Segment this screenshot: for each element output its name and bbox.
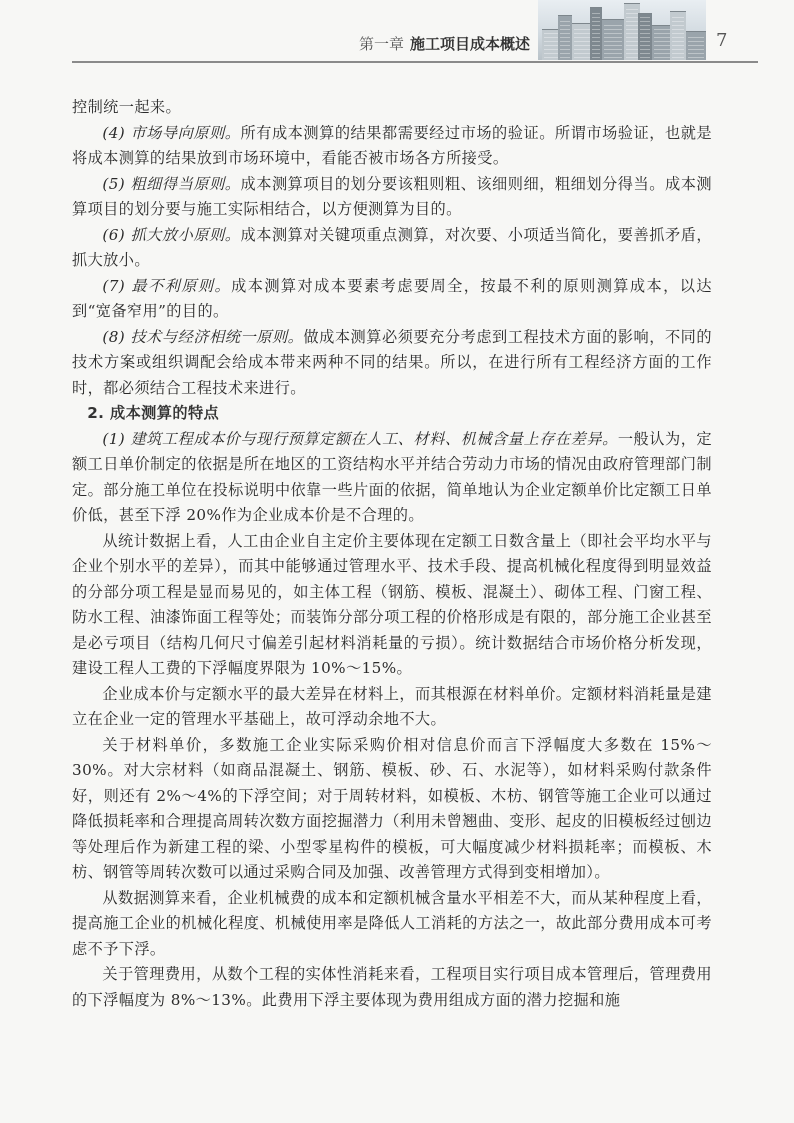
page-body [72,95,712,1013]
section-heading: 2. 成本测算的特点 [87,404,220,422]
principle-7 [72,274,712,325]
principle-4-text: 所有成本测算的结果都需要经过市场的验证。所谓市场验证，也就是将成本测算的结果放到市场环境中，看能否被市场各方所接受。 [72,123,712,167]
principle-7-lead: (7) 最不利原则。 [102,276,232,295]
principle-8 [72,325,712,402]
principle-5-text: 成本测算项目的划分要该粗则粗、该细则细，粗细划分得当。成本测算项目的划分要与施工实际相结合，以方便测算为目的。 [72,174,712,218]
principle-5-lead: (5) 粗细得当原则。 [102,174,241,193]
principle-5 [72,172,712,223]
feature-1-text: 一般认为，定额工日单价制定的依据是所在地区的工资结构水平并结合劳动力市场的情况由政府管理部门制定。部分施工单位在投标说明中依靠一些片面的依据，简单地认为企业定额单价比定额工日单价低，甚至下浮 20%作为企业成本价是不合理的。 [72,429,713,524]
principle-8-text: 做成本测算必须要充分考虑到工程技术方面的影响，不同的技术方案或组织调配会给成本带来两种不同的结果。所以，在进行所有工程经济方面的工作时，都必须结合工程技术来进行。 [72,327,712,397]
paragraph-management: 关于管理费用，从数个工程的实体性消耗来看，工程项目实行项目成本管理后，管理费用的下浮幅度为 8%～13%。此费用下浮主要体现为费用组成方面的潜力挖掘和施 [72,965,712,1009]
paragraph-material-diff: 企业成本价与定额水平的最大差异在材料上，而其根源在材料单价。定额材料消耗量是建立在企业一定的管理水平基础上，故可浮动余地不大。 [72,684,712,728]
feature-1-lead: (1) 建筑工程成本价与现行预算定额在人工、材料、机械含量上存在差异。 [102,429,618,448]
header-rule [72,61,758,63]
page-header [0,0,794,66]
principle-4 [72,121,712,172]
paragraph-labor: 从统计数据上看，人工由企业自主定价主要体现在定额工日数含量上（即社会平均水平与企业个别水平的差异），而其中能够通过管理水平、技术手段、提高机械化程度得到明显效益的分部分项工程是显而易见的，如主体工程（钢筋、模板、混凝土）、砌体工程、门窗工程、防水工程、油漆饰面工程等处；而装饰分部分项工程的价格形成是有限的，部分施工企业甚至是必亏项目（结构几何尺寸偏差引起材料消耗量的亏损）。统计数据结合市场价格分析发现，建设工程人工费的下浮幅度界限为 10%～15%。 [72,531,712,677]
chapter-title: 施工项目成本概述 [409,35,530,53]
page-number: 7 [716,30,728,51]
running-head [330,33,530,54]
principle-6 [72,223,712,274]
paragraph-material-price: 关于材料单价，多数施工企业实际采购价相对信息价而言下浮幅度大多数在 15%～30%。对大宗材料（如商品混凝土、钢筋、模板、砂、石、水泥等），如材料采购付款条件好，则还有 2%～4%的下浮空间；对于周转材料，如模板、木枋、钢管等施工企业可以通过降低损耗率和合理提高周转次数方面挖掘潜力（利用未曾翘曲、变形、起皮的旧模板经过刨边等处理后作为新建工程的梁、小型零星构件的模板，可大幅度减少材料损耗率；而模板、木枋、钢管等周转次数可以通过采购合同及加强、改善管理方式得到变相增加）。 [72,735,712,881]
city-skyline-image [538,0,706,60]
principle-6-lead: (6) 抓大放小原则。 [102,225,241,244]
principle-4-lead: (4) 市场导向原则。 [102,123,241,142]
principle-7-text: 成本测算对成本要素考虑要周全，按最不利的原则测算成本，以达到“宽备窄用”的目的。 [72,276,712,320]
feature-1 [72,427,712,529]
paragraph-continuation: 控制统一起来。 [72,98,182,116]
principle-6-text: 成本测算对关键项重点测算，对次要、小项适当简化，要善抓矛盾，抓大放小。 [72,225,712,269]
paragraph-machinery: 从数据测算来看，企业机械费的成本和定额机械含量水平相差不大，而从某种程度上看，提高施工企业的机械化程度、机械使用率是降低人工消耗的方法之一，故此部分费用成本可考虑不予下浮。 [72,888,712,958]
chapter-number: 第一章 [358,35,404,53]
principle-8-lead: (8) 技术与经济相统一原则。 [102,327,304,346]
